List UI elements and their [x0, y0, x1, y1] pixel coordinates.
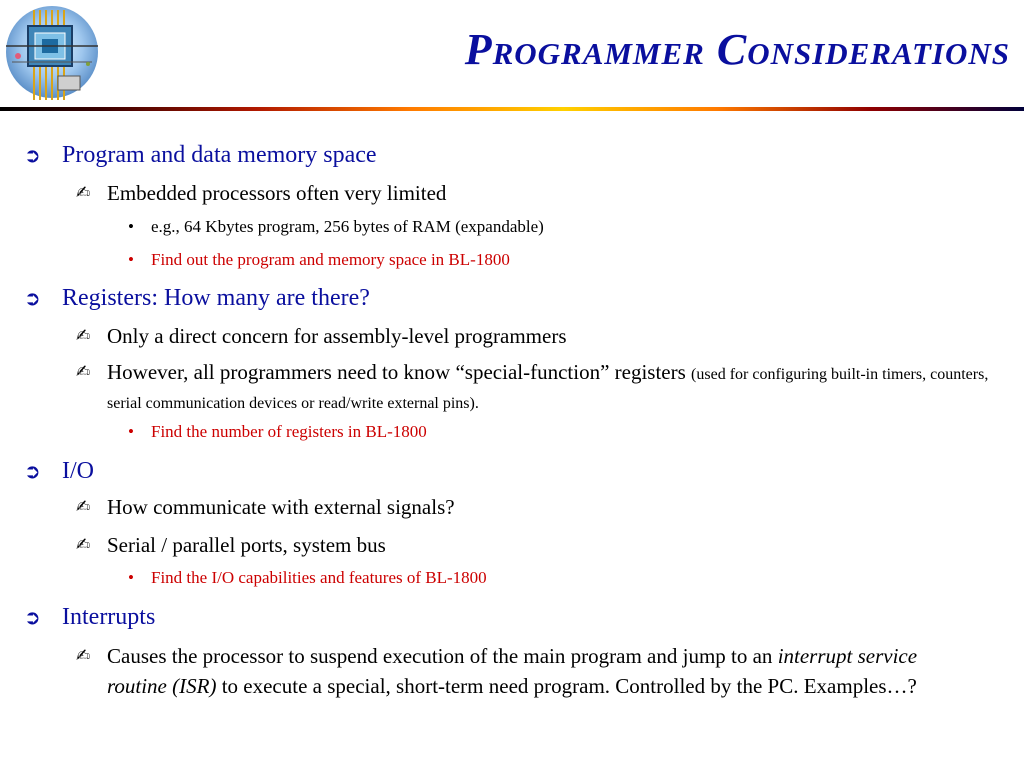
arrow-bullet-icon: ➲	[24, 459, 41, 483]
heading-text: I/O	[62, 458, 94, 484]
circuit-board-globe-logo	[2, 2, 102, 106]
sub-item	[76, 530, 996, 560]
arrow-bullet-icon: ➲	[24, 286, 41, 310]
dot-bullet-icon: •	[128, 217, 134, 236]
sub-bullet-text: e.g., 64 Kbytes program, 256 bytes of RAM (expandable)	[151, 217, 544, 236]
dot-bullet-icon: •	[128, 568, 134, 587]
sub-item	[76, 641, 926, 701]
dot-bullet-icon: •	[128, 422, 134, 441]
writing-hand-icon: ✍	[76, 183, 91, 203]
sub-item-text: Only a direct concern for assembly-level programmers	[107, 324, 567, 348]
sub-item-text: Causes the processor to suspend execution of the main program and jump to an	[107, 644, 773, 668]
writing-hand-icon: ✍	[76, 326, 91, 346]
section-heading-registers	[24, 284, 370, 312]
sub-item	[76, 178, 996, 208]
sub-item-text: Embedded processors often very limited	[107, 181, 447, 205]
sub-item-text: However, all programmers need to know “special-function” registers	[107, 360, 686, 384]
writing-hand-icon: ✍	[76, 362, 91, 382]
dot-bullet-icon: •	[128, 250, 134, 269]
arrow-bullet-icon: ➲	[24, 143, 41, 167]
task-bullet	[128, 249, 510, 271]
sub-item	[76, 321, 996, 351]
heading-text: Registers: How many are there?	[62, 285, 370, 311]
isr-term: interrupt service routine (ISR)	[107, 644, 918, 698]
title-divider	[0, 107, 1024, 111]
writing-hand-icon: ✍	[76, 646, 91, 666]
section-heading-io	[24, 457, 94, 485]
sub-item	[76, 359, 996, 417]
task-bullet	[128, 421, 427, 443]
slide-title: Programmer Considerations	[464, 25, 1010, 74]
task-bullet	[128, 567, 487, 589]
task-text: Find the number of registers in BL-1800	[151, 422, 427, 441]
section-heading-memory	[24, 141, 377, 169]
writing-hand-icon: ✍	[76, 535, 91, 555]
task-text: Find the I/O capabilities and features of BL-1800	[151, 568, 487, 587]
arrow-bullet-icon: ➲	[24, 605, 41, 629]
sub-item-text-cont: to execute a special, short-term need program. Controlled by the PC. Examples…?	[221, 674, 917, 698]
section-heading-interrupts	[24, 603, 155, 631]
task-text: Find out the program and memory space in BL-1800	[151, 250, 510, 269]
sub-item-note: (used for configuring built-in timers, counters, serial communication devices or read/write external pins).	[107, 366, 989, 412]
sub-item-text: How communicate with external signals?	[107, 495, 455, 519]
sub-bullet	[128, 216, 544, 238]
heading-text: Program and data memory space	[62, 142, 377, 168]
sub-item-text: Serial / parallel ports, system bus	[107, 533, 386, 557]
writing-hand-icon: ✍	[76, 497, 91, 517]
sub-item	[76, 492, 996, 522]
heading-text: Interrupts	[62, 604, 156, 630]
